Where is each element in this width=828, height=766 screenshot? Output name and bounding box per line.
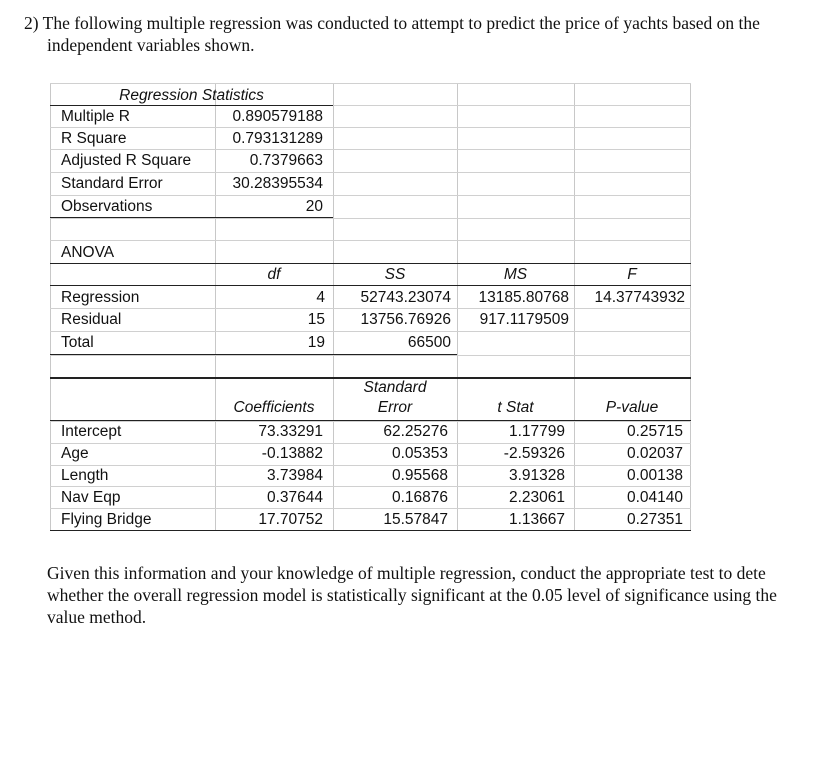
anova-ss: 13756.76926 [360,311,451,328]
coef-value: 17.70752 [258,511,323,528]
coef-se: 15.57847 [383,511,448,528]
coef-t: 3.91328 [508,467,565,484]
anova-header-ss: SS [384,266,406,283]
coef-p: 0.27351 [626,511,683,528]
coef-value: -0.13882 [261,445,323,462]
grid-hline [50,240,691,241]
grid-vline [50,83,51,531]
coef-p: 0.00138 [626,467,683,484]
grid-hline [50,508,691,509]
stat-value: 20 [305,198,323,215]
anova-ss: 66500 [407,334,451,351]
grid-vline [333,83,334,531]
anova-row-label: Residual [61,311,122,328]
grid-hline [50,331,691,332]
stat-label: Standard Error [61,175,163,192]
question-line-2: independent variables shown. [47,35,255,55]
grid-vline [457,83,458,531]
coef-t: 1.17799 [508,423,565,440]
anova-df: 19 [307,334,325,351]
stat-value: 30.28395534 [232,175,323,192]
stat-label: Multiple R [61,108,130,125]
rule [50,217,333,218]
coef-value: 0.37644 [266,489,323,506]
coef-t: 1.13667 [508,511,565,528]
coef-header-coefficients: Coefficients [233,399,315,416]
instruction-line-1: Given this information and your knowledge of multiple regression, conduct the appropriate test to dete [47,563,766,583]
anova-title: ANOVA [61,244,115,261]
grid-hline [50,465,691,466]
coef-p: 0.02037 [626,445,683,462]
anova-row-label: Total [61,334,94,351]
grid-hline [50,127,691,128]
rule [50,354,457,355]
coef-row-label: Nav Eqp [61,489,121,506]
rule [50,530,691,531]
grid-hline [50,443,691,444]
instruction-line-3: value method. [47,607,147,627]
coef-header-t: t Stat [497,399,534,416]
stat-label: Adjusted R Square [61,152,192,169]
coef-row-label: Flying Bridge [61,511,152,528]
anova-df: 4 [316,289,325,306]
regression-statistics-title: Regression Statistics [119,87,264,104]
stat-value: 0.793131289 [232,130,323,147]
stat-value: 0.890579188 [232,108,323,125]
question-number: 2) [24,13,39,33]
grid-hline [50,195,691,196]
rule [50,420,691,421]
coef-t: 2.23061 [508,489,565,506]
anova-header-df: df [267,266,281,283]
grid-vline [574,83,575,531]
coef-t: -2.59326 [503,445,565,462]
grid-vline [690,83,691,531]
stat-label: R Square [61,130,127,147]
anova-ms: 13185.80768 [478,289,569,306]
coef-row-label: Age [61,445,89,462]
grid-vline [215,83,216,531]
coef-header-se-bottom: Error [377,399,413,416]
anova-f: 14.37743932 [594,289,685,306]
anova-header-ms: MS [503,266,528,283]
question-line-1 [24,13,760,34]
stat-label: Observations [61,198,153,215]
grid-hline [50,355,691,356]
coef-se: 0.16876 [391,489,448,506]
coef-se: 0.05353 [391,445,448,462]
coef-se: 0.95568 [391,467,448,484]
coef-row-label: Length [61,467,109,484]
coef-header-se-top: Standard [363,379,427,396]
coef-p: 0.25715 [626,423,683,440]
stat-value: 0.7379663 [249,152,323,169]
anova-df: 15 [307,311,325,328]
regression-output-sheet [50,83,691,531]
anova-row-label: Regression [61,289,140,306]
instruction-line-2: whether the overall regression model is statistically significant at the 0.05 level of significance using the [47,585,777,605]
coef-header-p: P-value [605,399,659,416]
grid-hline [50,172,691,173]
rule [50,263,691,264]
anova-ss: 52743.23074 [360,289,451,306]
question-text-1: The following multiple regression was conducted to attempt to predict the price of yachts based on the [42,13,760,33]
grid-hline [50,149,691,150]
coef-value: 73.33291 [258,423,323,440]
rule [50,285,691,286]
grid-hline [50,308,691,309]
coef-value: 3.73984 [266,467,323,484]
rule [50,105,333,106]
anova-ms: 917.1179509 [479,311,569,328]
grid-hline [50,218,691,219]
coef-se: 62.25276 [383,423,448,440]
coef-p: 0.04140 [626,489,683,506]
grid-hline [50,486,691,487]
grid-hline [50,83,691,84]
grid-hline [50,421,691,422]
coef-row-label: Intercept [61,423,122,440]
anova-header-f: F [627,266,637,283]
